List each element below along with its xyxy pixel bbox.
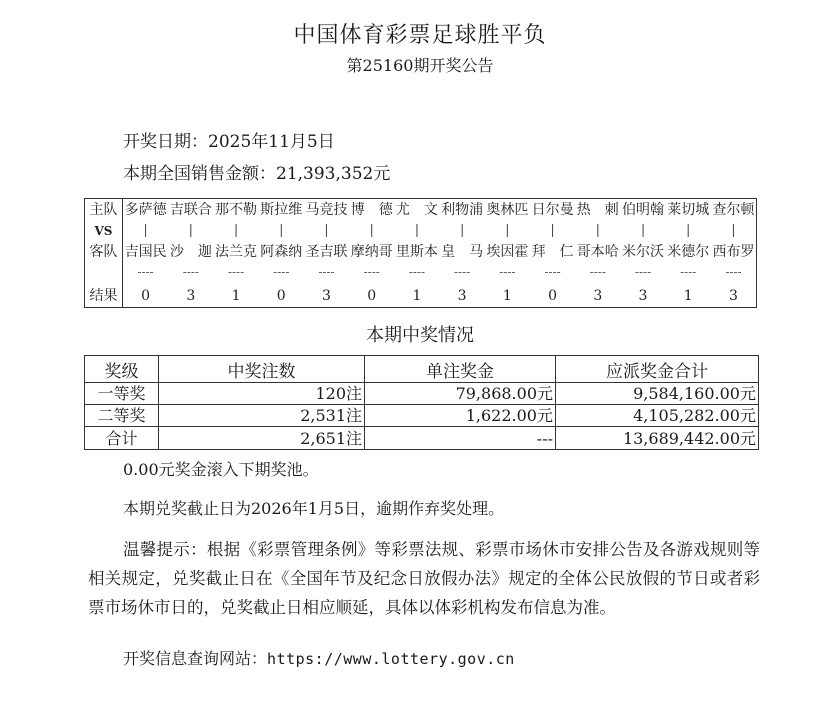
dash-separator: ---- [589, 265, 606, 279]
home-team: 吉联合 [169, 202, 212, 218]
home-team: 博 德 [350, 202, 393, 218]
vs-mark: | [324, 223, 329, 238]
sales-label: 本期全国销售金额： [123, 164, 276, 184]
total-prize: 9,584,160.00元 [556, 383, 759, 405]
match-result: 3 [322, 288, 331, 304]
column-header-total: 应派奖金合计 [556, 356, 759, 383]
away-team: 皇 马 [441, 244, 484, 260]
home-team: 多萨德 [124, 202, 167, 218]
vs-mark: | [550, 223, 555, 238]
dash-separator: ---- [363, 265, 380, 279]
prize-level: 二等奖 [85, 405, 159, 427]
match-result: 1 [683, 288, 693, 304]
home-team: 日尔曼 [531, 202, 574, 218]
match-result: 3 [728, 288, 738, 304]
vs-mark: | [686, 223, 691, 238]
home-team: 那不勒 [215, 202, 258, 218]
website-line [123, 646, 515, 669]
winner-count: 2,531注 [159, 405, 365, 427]
vs-mark: | [731, 223, 736, 238]
dash-separator: ---- [544, 265, 561, 279]
match-column [575, 199, 620, 307]
total-prize: 13,689,442.00元 [556, 427, 759, 450]
match-column [620, 199, 665, 307]
away-team: 埃因霍 [486, 244, 529, 260]
rollover-note: 0.00元奖金滚入下期奖池。 [123, 460, 319, 479]
page-title: 中国体育彩票足球胜平负 [293, 23, 547, 48]
match-column [349, 199, 394, 307]
away-team: 法兰克 [215, 244, 258, 260]
away-team: 西布罗 [712, 244, 755, 260]
away-label: 客队 [89, 244, 118, 260]
match-column [530, 199, 575, 307]
vs-mark: | [143, 223, 148, 238]
deadline-note: 本期兑奖截止日为2026年1月5日，逾期作弃奖处理。 [123, 499, 505, 518]
prize-table-header [85, 356, 759, 383]
away-team: 里斯本 [395, 244, 438, 260]
column-header-unit-prize: 单注奖金 [365, 356, 556, 383]
tips-paragraph: 温馨提示：根据《彩票管理条例》等彩票法规、彩票市场休市安排公告及各游戏规则等相关规定，兑奖截止日在《全国年节及纪念日放假办法》规定的全体公民放假的节日或者彩票市场休市日的，兑奖截止日相应顺延，具体以体彩机构发布信息为准。 [88, 540, 760, 617]
away-team: 阿森纳 [260, 244, 303, 260]
match-table [84, 198, 757, 308]
match-column [711, 199, 756, 307]
match-column [168, 199, 213, 307]
dash-separator: ---- [680, 265, 697, 279]
match-column [666, 199, 711, 307]
match-column [123, 199, 168, 307]
issue-subtitle: 第25160期开奖公告 [346, 56, 494, 75]
dash-separator: ---- [137, 265, 154, 279]
home-team: 尤 文 [395, 202, 438, 218]
home-team: 斯拉维 [260, 202, 303, 218]
match-result: 3 [186, 288, 196, 304]
total-prize: 4,105,282.00元 [556, 405, 759, 427]
result-label: 结果 [89, 288, 118, 304]
away-team: 沙 迦 [169, 244, 212, 260]
vs-mark: | [188, 223, 194, 238]
column-header-level: 奖级 [85, 356, 159, 383]
match-column [304, 199, 349, 307]
home-team: 热 刺 [576, 202, 619, 218]
match-result: 1 [231, 288, 241, 304]
sales-line [123, 159, 390, 184]
unit-prize: --- [365, 427, 556, 450]
dash-separator: ---- [408, 265, 426, 279]
away-team: 圣吉联 [305, 244, 348, 260]
vs-mark: | [233, 223, 239, 238]
away-team: 米尔沃 [622, 244, 665, 260]
match-column [485, 199, 530, 307]
home-team: 马竞技 [305, 202, 348, 218]
dash-separator: ---- [273, 265, 290, 279]
sales-amount: 21,393,352元 [276, 164, 391, 184]
winner-count: 120注 [159, 383, 365, 405]
match-result: 0 [141, 288, 151, 304]
table-row [85, 383, 759, 405]
dash-separator: ---- [725, 265, 742, 279]
home-team: 利物浦 [441, 202, 484, 218]
home-team: 伯明翰 [622, 202, 665, 218]
match-result: 3 [457, 288, 467, 304]
table-row-total [85, 427, 759, 450]
prize-table [84, 355, 759, 450]
match-column [213, 199, 258, 307]
draw-date-line [123, 127, 335, 152]
table-row [85, 405, 759, 427]
away-team: 摩纳哥 [350, 244, 393, 260]
draw-date-value: 2025年11月5日 [208, 132, 335, 152]
winner-count: 2,651注 [159, 427, 365, 450]
vs-mark: | [505, 223, 510, 238]
home-label: 主队 [89, 202, 118, 218]
column-header-count: 中奖注数 [159, 356, 365, 383]
vs-mark: | [595, 223, 600, 238]
match-column [394, 199, 439, 307]
vs-label: VS [94, 224, 113, 238]
match-column [440, 199, 485, 307]
match-result: 3 [638, 288, 648, 304]
match-result: 0 [367, 288, 377, 304]
dash-separator: ---- [634, 265, 652, 279]
match-result: 1 [412, 288, 422, 304]
home-team: 奥林匹 [486, 202, 529, 218]
away-team: 拜 仁 [531, 244, 574, 260]
unit-prize: 1,622.00元 [365, 405, 556, 427]
home-team: 查尔顿 [712, 202, 755, 218]
match-result: 0 [276, 288, 286, 304]
draw-date-label: 开奖日期： [123, 132, 208, 152]
website-label: 开奖信息查询网站： [123, 649, 268, 668]
vs-mark: | [459, 223, 465, 238]
vs-mark: | [369, 223, 374, 238]
prize-level: 合计 [85, 427, 159, 450]
vs-mark: | [414, 223, 420, 238]
prize-level: 一等奖 [85, 383, 159, 405]
dash-separator: ---- [182, 265, 199, 279]
dash-separator: ---- [454, 265, 471, 279]
away-team: 哥本哈 [576, 244, 619, 260]
away-team: 米德尔 [667, 244, 710, 260]
dash-separator: ---- [318, 265, 335, 279]
match-row-labels [85, 199, 123, 307]
match-result: 3 [593, 288, 603, 304]
website-link[interactable]: https://www.lottery.gov.cn [267, 650, 515, 668]
match-result: 0 [548, 288, 558, 304]
dash-separator: ---- [227, 265, 245, 279]
prize-section-title: 本期中奖情况 [366, 325, 474, 346]
vs-mark: | [640, 223, 646, 238]
away-team: 吉国民 [124, 244, 167, 260]
home-team: 莱切城 [667, 202, 710, 218]
match-column [259, 199, 304, 307]
dash-separator: ---- [499, 265, 516, 279]
unit-prize: 79,868.00元 [365, 383, 556, 405]
vs-mark: | [279, 223, 284, 238]
match-result: 1 [502, 288, 512, 304]
